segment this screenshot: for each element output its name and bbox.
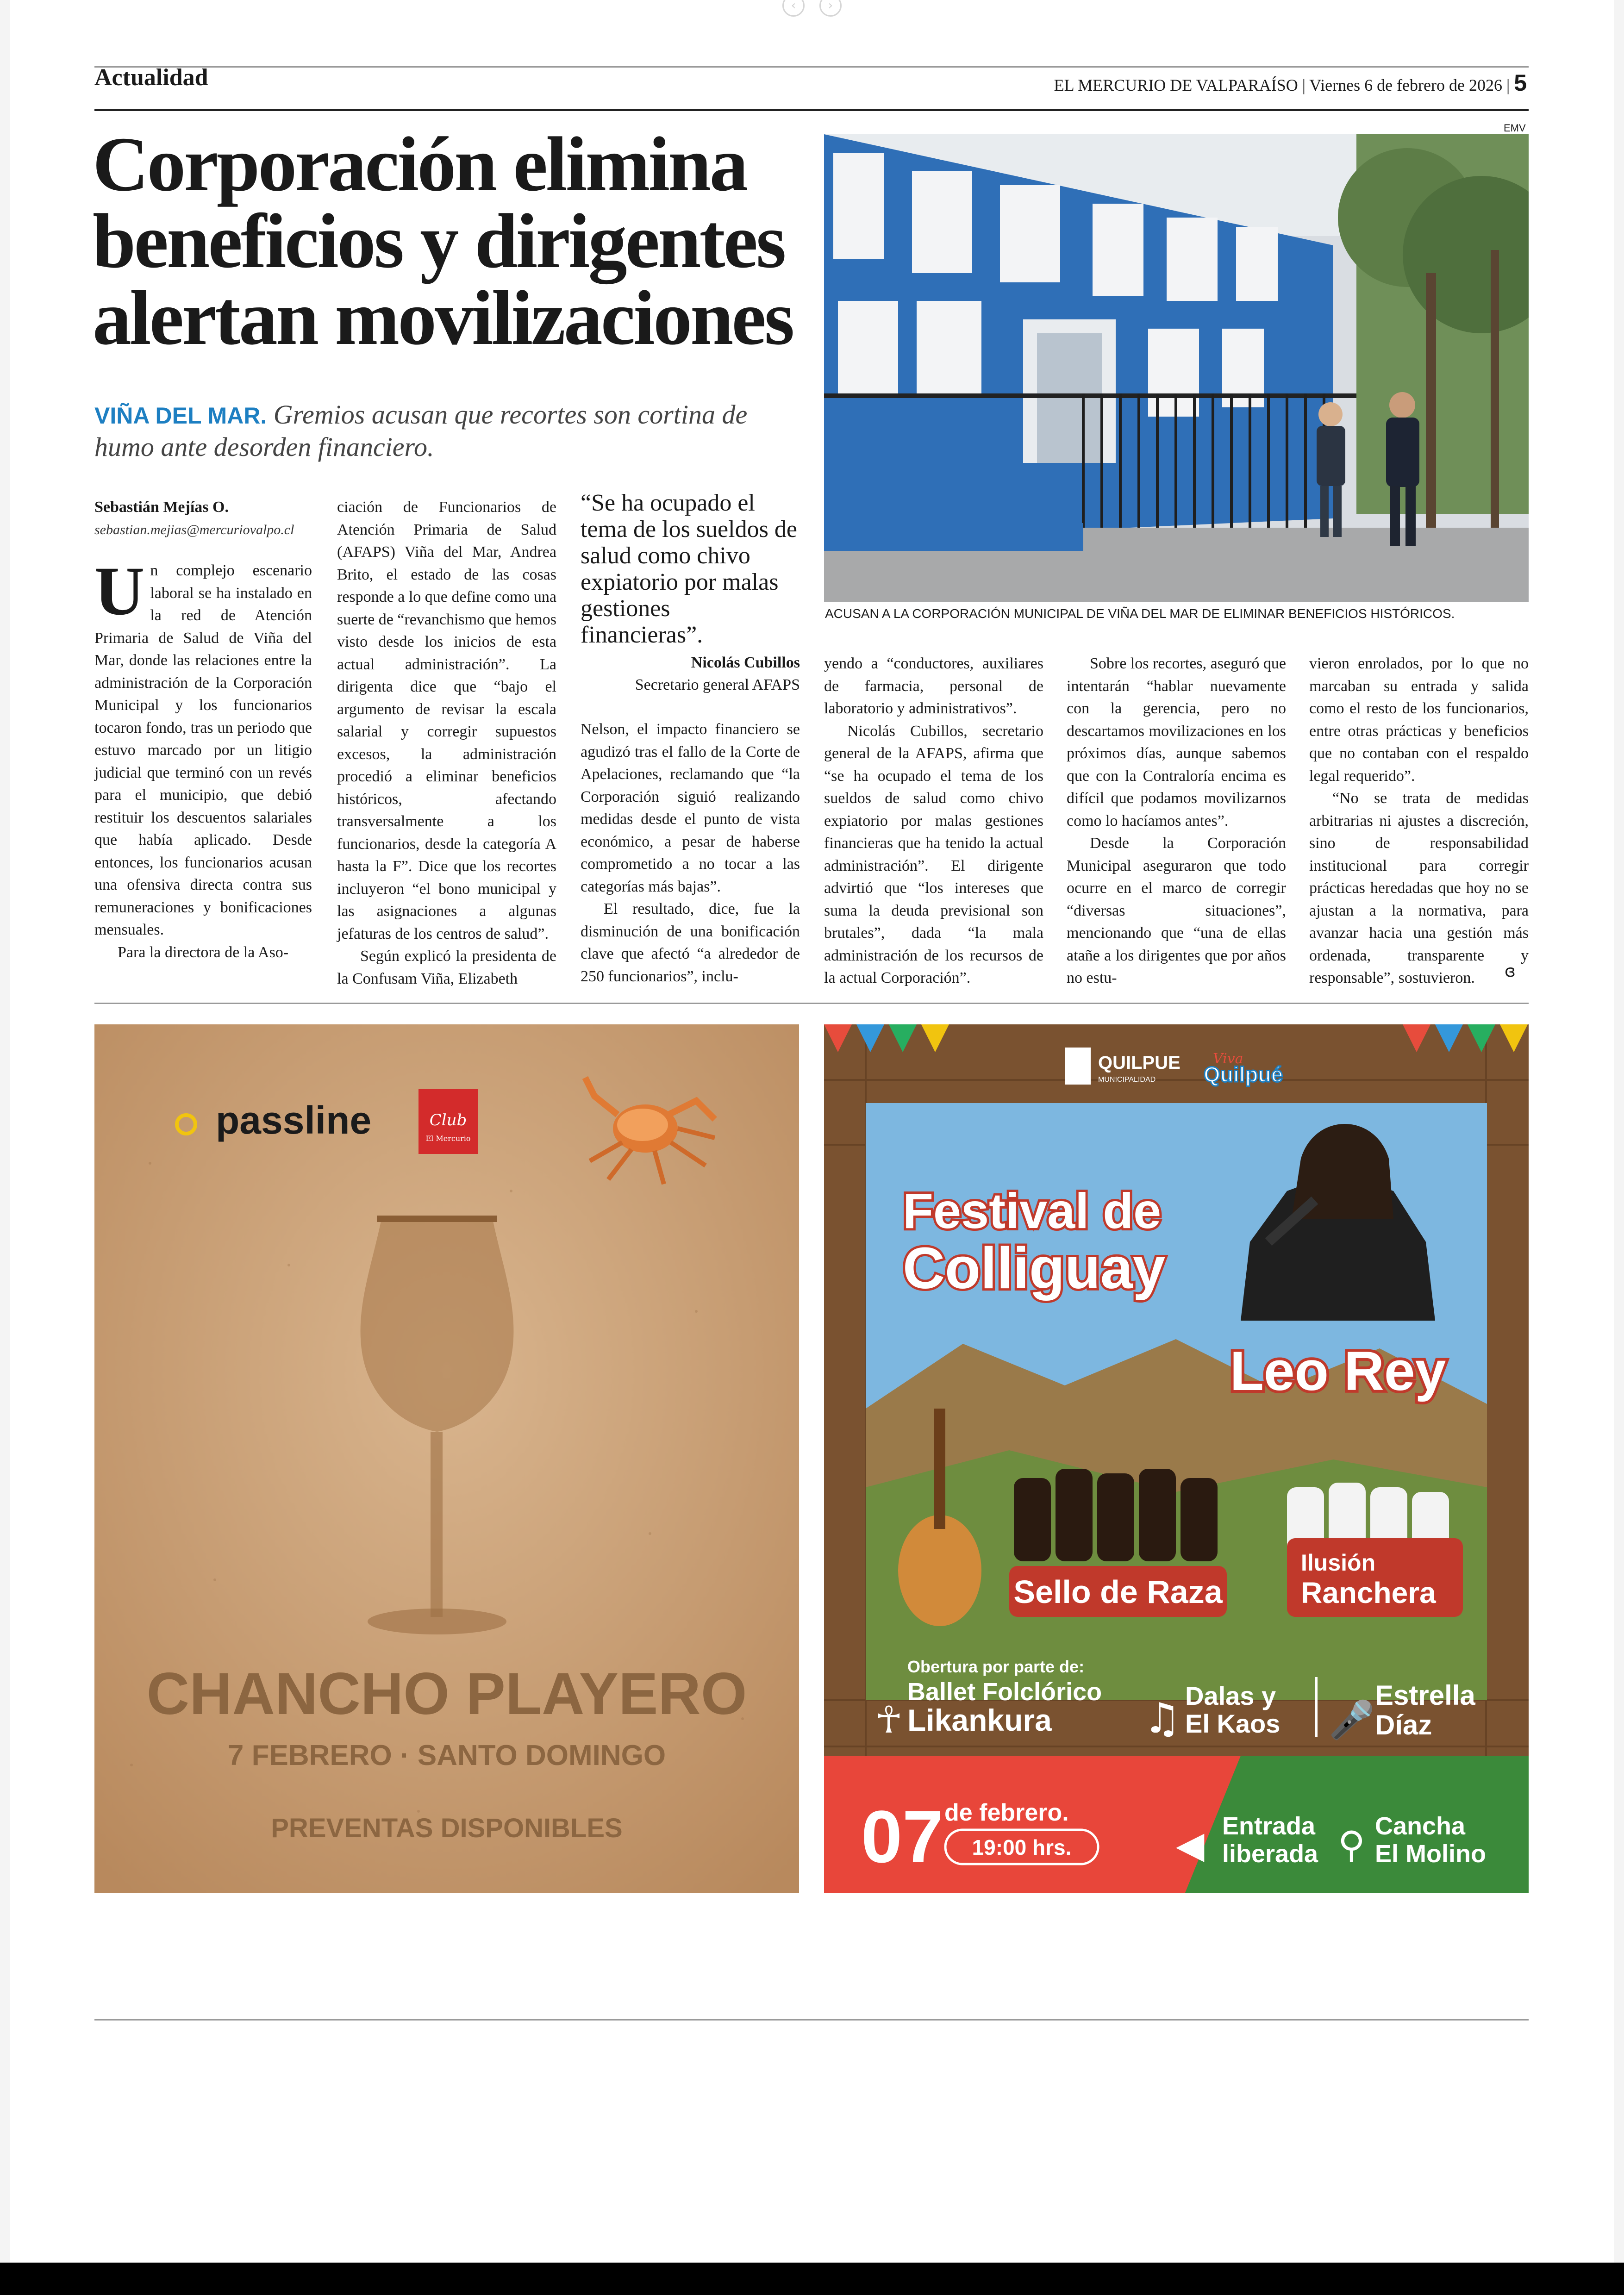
ad-festival-colliguay[interactable] <box>824 1024 1529 1893</box>
headline <box>93 121 815 361</box>
top-rule <box>94 66 1529 68</box>
festival-title-1: Festival de <box>903 1183 1162 1239</box>
passline-logo: passline <box>216 1098 372 1142</box>
paragraph: Nicolás Cubillos, secretario general de la AFAPS, afirma que “se ha ocupado el tema de los sueldos de salud como chivo expiatorio por malas gestiones financieras que ha tenido la actual administración”. El dirigente advirtió que “los intereses que suma la deuda previsional son brutales”, dada “la mala administración de los recursos de la actual Corporación”. <box>824 722 1043 986</box>
act-sello-de-raza: Sello de Raza <box>1013 1574 1223 1610</box>
opening-act-1-line2: Likankura <box>907 1703 1052 1737</box>
entry-line-2: liberada <box>1222 1840 1318 1868</box>
club-logo-label: Club <box>429 1111 467 1129</box>
quote-author-role: Secretario general AFAPS <box>635 676 800 693</box>
paragraph: Según explicó la presidenta de la Confusam Viña, Elizabeth <box>337 948 556 987</box>
headliner-name: Leo Rey <box>1230 1340 1446 1402</box>
opening-label: Obertura por parte de: <box>907 1657 1085 1676</box>
opening-act-2-line1: Dalas y <box>1185 1681 1276 1710</box>
previous-page-icon[interactable]: ‹ <box>782 0 805 17</box>
viva-quilpue-logo: Quilpué <box>1204 1062 1283 1086</box>
opening-act-3-line2: Díaz <box>1375 1709 1432 1740</box>
header-rule <box>94 109 1529 111</box>
dancer-icon: ☥ <box>875 1698 903 1741</box>
headline-line: beneficios y dirigentes <box>93 198 785 284</box>
masthead: EL MERCURIO DE VALPARAÍSO | Viernes 6 de febrero de 2026 | 5 <box>1054 70 1527 96</box>
lead-text-2: humo ante desorden financiero. <box>94 432 434 462</box>
photo-caption: ACUSAN A LA CORPORACIÓN MUNICIPAL DE VIÑA DEL MAR DE ELIMINAR BENEFICIOS HISTÓRICOS. <box>825 606 1455 621</box>
dropcap: U <box>94 553 145 630</box>
ticket-icon: ◀ <box>1176 1823 1205 1866</box>
band-sello-de-raza-photo <box>1014 1469 1218 1561</box>
paragraph: n complejo escenario laboral se ha instalado en la red de Atención Primaria de Salud de Viña del Mar, donde las relaciones entre la administración de la Corporación Municipal y los funcionarios tocaron fondo, tras un periodo que estuvo marcado por un litigio judicial que terminó con un revés para el municipio, que debió restituir los descuentos salariales que había aplicado. Desde entonces, los funcionarios acusan una ofensiva directa contra sus remuneraciones y bonificaciones mensuales. <box>94 562 312 938</box>
page-number: 5 <box>1514 70 1527 96</box>
act-ilusion-ranchera-2: Ranchera <box>1301 1576 1436 1609</box>
article-photo <box>824 134 1529 602</box>
end-of-article-icon: ɞ <box>1505 962 1516 981</box>
opening-act-3-line1: Estrella <box>1375 1680 1475 1711</box>
opening-act-2-line2: El Kaos <box>1185 1709 1280 1738</box>
viva-label: Viva <box>1213 1051 1243 1067</box>
author-email: sebastian.mejias@mercuriovalpo.cl <box>94 522 294 537</box>
viewer-bottom-bar <box>0 2263 1624 2295</box>
newspaper-name: EL MERCURIO DE VALPARAÍSO <box>1054 76 1298 94</box>
photo-credit: EMV <box>1504 122 1526 134</box>
paragraph: yendo a “conductores, auxiliares de farmacia, personal de laboratorio y administrativos”. <box>824 655 1043 717</box>
lead-text-1: Gremios acusan que recortes son cortina de <box>273 399 748 430</box>
page-navigation <box>782 0 847 17</box>
event-time: 19:00 hrs. <box>972 1835 1072 1859</box>
kicker: VIÑA DEL MAR. <box>94 403 267 429</box>
paragraph: ciación de Funcionarios de Atención Primaria de Salud (AFAPS) Viña del Mar, Andrea Brito, el estado de las cosas responde a lo que define como una suerte de “revanchismo que hemos visto desde los inicios de esta actual administración”. La dirigenta dice que “bajo el argumento de revisar la escala salarial y corregir supuestos excesos, la administración procedió a eliminar beneficios históricos, afectando transversalmente a los funcionarios, desde la categoría A hasta la F”. Dice que los recortes incluyeron “el bono municipal y las asignaciones a algunas jefaturas de los centros de salud”. <box>337 499 556 942</box>
section-label: Actualidad <box>94 64 208 91</box>
next-page-icon[interactable]: › <box>819 0 842 17</box>
paragraph: Nelson, el impacto financiero se agudizó tras el fallo de la Corte de Apelaciones, reclamando que “la Corporación siguió realizando medidas desde el punto de vista económico, a pesar de haberse comprometido a no tocar a las categorías más bajas”. <box>581 721 800 895</box>
issue-date: Viernes 6 de febrero de 2026 <box>1309 76 1502 94</box>
municipality-name: QUILPUE <box>1098 1053 1181 1073</box>
paragraph: “No se trata de medidas arbitrarias ni ajustes a discreción, sino de responsabilidad institucional para corregir prácticas heredadas que hoy no se ajustan a la normativa, para avanzar hacia una gestión más ordenada, transparente y responsable”, sostuvieron. <box>1309 790 1529 986</box>
ad-presales: PREVENTAS DISPONIBLES <box>271 1813 623 1843</box>
venue-line-2: El Molino <box>1375 1840 1486 1868</box>
location-pin-icon: ⚲ <box>1338 1823 1365 1866</box>
article-column-2 <box>337 496 556 990</box>
article-column-5 <box>1067 653 1286 990</box>
article-column-4 <box>824 653 1043 990</box>
municipality-sub: MUNICIPALIDAD <box>1098 1076 1156 1084</box>
paragraph: Para la directora de la Aso- <box>118 943 289 961</box>
ad-event-name: CHANCHO PLAYERO <box>146 1661 747 1727</box>
pull-quote: “Se ha ocupado el tema de los sueldos de salud como chivo expiatorio por malas gestiones financieras”. <box>581 490 797 648</box>
quote-attribution <box>581 652 800 696</box>
article-column-3 <box>581 718 800 988</box>
venue-line-1: Cancha <box>1375 1812 1466 1840</box>
quote-author: Nicolás Cubillos <box>691 654 800 671</box>
event-day: 07 <box>861 1795 943 1878</box>
opening-act-1-line1: Ballet Folclórico <box>907 1678 1102 1706</box>
quilpue-shield-icon <box>1065 1048 1091 1085</box>
lead <box>94 399 798 463</box>
music-note-icon: ♫ <box>1143 1694 1181 1743</box>
article-bottom-rule <box>94 1003 1529 1004</box>
article-column-1 <box>94 496 312 964</box>
divider <box>1315 1677 1318 1737</box>
festival-title-2: Colliguay <box>903 1235 1166 1301</box>
event-month: de febrero. <box>944 1799 1069 1826</box>
paragraph: El resultado, dice, fue la disminución de una bonificación clave que afectó “a alrededor de 250 funcionarios”, inclu- <box>581 900 800 985</box>
act-ilusion-ranchera-1: Ilusión <box>1301 1550 1376 1576</box>
paragraph: Sobre los recortes, aseguró que intentarán “hablar nuevamente con la gerencia, pero no descartamos movilizaciones en los próximos días, aunque sabemos que con la Contraloría encima es difícil que podamos movilizarnos como lo hacíamos antes”. <box>1067 655 1286 829</box>
ad-event-date: 7 FEBRERO · SANTO DOMINGO <box>227 1740 666 1771</box>
page-bottom-rule <box>94 2019 1529 2021</box>
byline: Sebastián Mejías O. <box>94 499 229 516</box>
headline-line: Corporación elimina <box>93 121 747 207</box>
microphone-icon: 🎤 <box>1329 1698 1375 1741</box>
paragraph: vieron enrolados, por lo que no marcaban su entrada y salida como el resto de los funcionarios, entre otras prácticas y beneficios que no contaban con el respaldo legal requerido”. <box>1309 655 1529 785</box>
club-logo-sub: El Mercurio <box>425 1134 471 1143</box>
entry-line-1: Entrada <box>1222 1812 1316 1840</box>
paragraph: Desde la Corporación Municipal aseguraron que todo ocurre en el marco de corregir “diversas situaciones”, mencionando que “una de ellas atañe a los dirigentes que por años no estu- <box>1067 835 1286 986</box>
headline-line: alertan movilizaciones <box>93 275 793 361</box>
ad-chancho-playero[interactable] <box>94 1024 799 1893</box>
article-column-6 <box>1309 653 1529 990</box>
